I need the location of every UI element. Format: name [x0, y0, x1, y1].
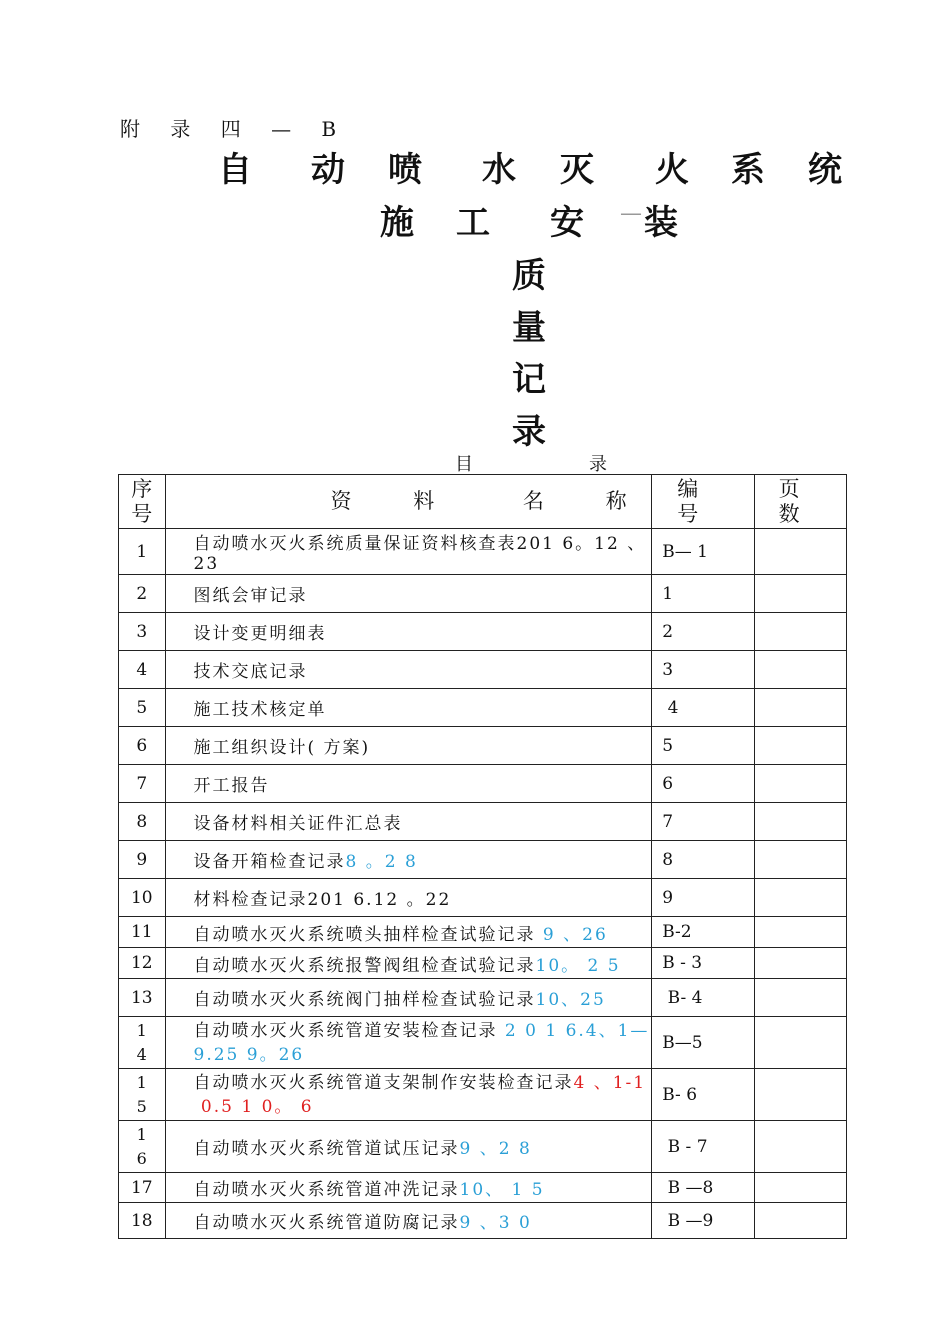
- table-row: 7 开工报告 6: [119, 765, 847, 803]
- header-code: 编 号: [652, 475, 754, 529]
- table-row: 1 自动喷水灭火系统质量保证资料核查表201 6。12 、23 B— 1: [119, 529, 847, 575]
- toc-heading-char: 目: [455, 454, 473, 475]
- table-row: 8 设备材料相关证件汇总表 7: [119, 803, 847, 841]
- appendix-label: 附 录 四 — B: [120, 117, 349, 141]
- title-char: 动: [311, 150, 345, 190]
- title-dash: —: [620, 201, 642, 226]
- title-char: 施: [380, 203, 414, 243]
- table-row: 1 4 自动喷水灭火系统管道安装检查记录 2 0 1 6.4、1— 9.25 9。26 B—5: [119, 1017, 847, 1069]
- title-char: 喷: [388, 150, 422, 190]
- table-row: 6 施工组织设计( 方案) 5: [119, 727, 847, 765]
- table-row: 12 自动喷水灭火系统报警阀组检查试验记录10。 2 5 B - 3: [119, 948, 847, 979]
- title-char: 自: [218, 150, 252, 190]
- table-row: 1 6 自动喷水灭火系统管道试压记录9 、2 8 B - 7: [119, 1121, 847, 1173]
- table-row: 1 5 自动喷水灭火系统管道支架制作安装检查记录4 、1-1 0.5 1 0。 6 B- 6: [119, 1069, 847, 1121]
- toc-heading-char: 录: [589, 454, 607, 475]
- title-char: 火: [655, 150, 689, 190]
- title-char: 灭: [560, 150, 594, 190]
- title-char: 统: [808, 150, 842, 190]
- title-char: 工: [456, 203, 490, 243]
- table-row: 4 技术交底记录 3: [119, 651, 847, 689]
- table-row: 9 设备开箱检查记录8 。2 8 8: [119, 841, 847, 879]
- toc-table: [118, 474, 847, 1239]
- title-char: 系: [731, 150, 765, 190]
- title-vertical-char: 记: [512, 360, 546, 400]
- table-row: 10 材料检查记录201 6.12 。22 9: [119, 879, 847, 917]
- table-header-row: [119, 475, 847, 529]
- table-row: 17 自动喷水灭火系统管道冲洗记录10、 1 5 B —8: [119, 1173, 847, 1203]
- table-row: 5 施工技术核定单 4: [119, 689, 847, 727]
- table-row: 3 设计变更明细表 2: [119, 613, 847, 651]
- title-char: 装: [644, 203, 678, 243]
- title-vertical-char: 量: [512, 308, 546, 348]
- header-no: 序 号: [119, 475, 166, 529]
- table-row: 11 自动喷水灭火系统喷头抽样检查试验记录 9 、26 B-2: [119, 917, 847, 948]
- header-pages: 页 数: [754, 475, 846, 529]
- table-row: 18 自动喷水灭火系统管道防腐记录9 、3 0 B —9: [119, 1203, 847, 1239]
- table-row: 13 自动喷水灭火系统阀门抽样检查试验记录10、25 B- 4: [119, 979, 847, 1017]
- title-vertical-char: 质: [512, 256, 546, 296]
- title-char: 安: [550, 203, 584, 243]
- title-vertical-char: 录: [512, 412, 546, 452]
- header-name: 资 料 名 称: [165, 475, 652, 529]
- title-char: 水: [482, 150, 516, 190]
- table-row: 2 图纸会审记录 1: [119, 575, 847, 613]
